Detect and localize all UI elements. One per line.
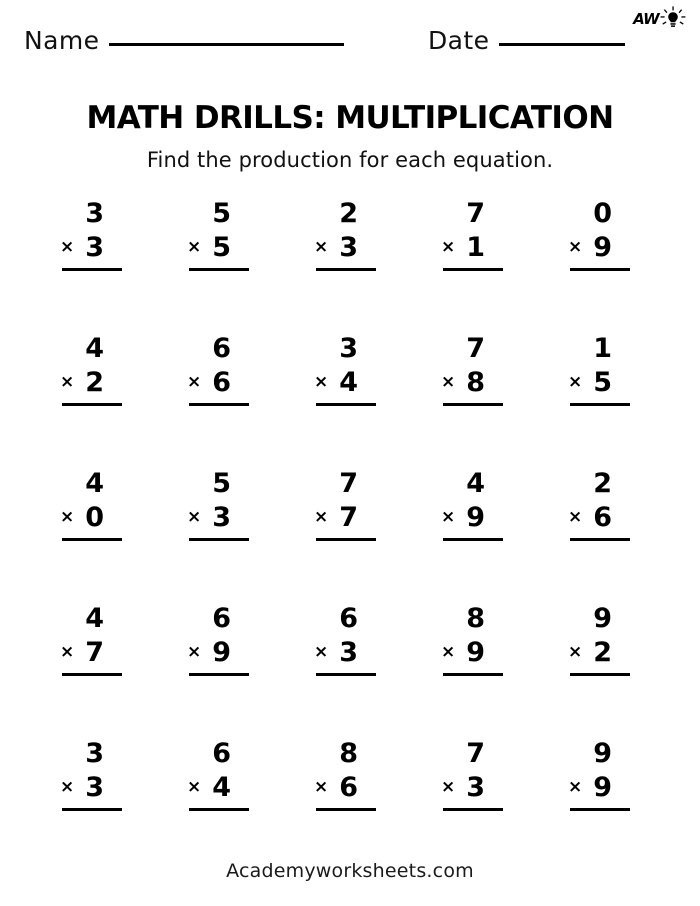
problem-row [0, 605, 700, 740]
answer-line[interactable] [570, 808, 630, 811]
multiply-icon: × [59, 642, 75, 662]
multiply-icon: × [440, 507, 456, 527]
operand-top: 4 [85, 333, 104, 364]
answer-line[interactable] [189, 268, 249, 271]
multiply-icon: × [567, 642, 583, 662]
answer-line[interactable] [443, 808, 503, 811]
operand-bottom: 3 [466, 772, 485, 803]
problem-row [0, 335, 700, 470]
answer-line[interactable] [443, 268, 503, 271]
operand-top: 7 [466, 198, 485, 229]
problem-cell[interactable] [556, 605, 683, 740]
problem-cell[interactable] [429, 470, 556, 605]
operand-top: 1 [593, 333, 612, 364]
problem-cell[interactable] [48, 335, 175, 470]
multiply-icon: × [440, 372, 456, 392]
problem-cell[interactable] [556, 335, 683, 470]
problem-cell[interactable] [48, 470, 175, 605]
multiply-icon: × [59, 372, 75, 392]
operand-bottom: 9 [593, 232, 612, 263]
multiply-icon: × [440, 237, 456, 257]
operand-bottom: 3 [85, 772, 104, 803]
operand-bottom: 8 [466, 367, 485, 398]
operand-bottom: 9 [466, 637, 485, 668]
problem-cell[interactable] [48, 605, 175, 740]
multiply-icon: × [313, 777, 329, 797]
operand-bottom: 3 [339, 637, 358, 668]
multiply-icon: × [440, 777, 456, 797]
operand-top: 8 [339, 738, 358, 769]
problem-row [0, 470, 700, 605]
operand-top: 4 [85, 603, 104, 634]
brand-logo-text: AW [633, 10, 659, 28]
multiply-icon: × [186, 372, 202, 392]
problem-row [0, 200, 700, 335]
problem-cell[interactable] [429, 200, 556, 335]
operand-top: 0 [593, 198, 612, 229]
answer-line[interactable] [570, 673, 630, 676]
answer-line[interactable] [570, 538, 630, 541]
operand-top: 5 [212, 198, 231, 229]
operand-bottom: 1 [466, 232, 485, 263]
multiply-icon: × [186, 777, 202, 797]
problem-cell[interactable] [48, 200, 175, 335]
problem-cell[interactable] [556, 200, 683, 335]
footer-credit: Academyworksheets.com [226, 860, 474, 882]
operand-bottom: 6 [339, 772, 358, 803]
operand-top: 6 [212, 738, 231, 769]
answer-line[interactable] [443, 403, 503, 406]
operand-top: 2 [339, 198, 358, 229]
answer-line[interactable] [189, 403, 249, 406]
name-write-in-line[interactable] [109, 43, 344, 46]
answer-line[interactable] [62, 268, 122, 271]
problem-cell[interactable] [302, 470, 429, 605]
worksheet-header [0, 26, 700, 74]
operand-top: 7 [339, 468, 358, 499]
answer-line[interactable] [189, 538, 249, 541]
operand-top: 9 [593, 738, 612, 769]
problem-cell[interactable] [302, 335, 429, 470]
problem-cell[interactable] [302, 740, 429, 875]
answer-line[interactable] [443, 538, 503, 541]
operand-top: 2 [593, 468, 612, 499]
operand-top: 6 [212, 333, 231, 364]
multiply-icon: × [313, 642, 329, 662]
operand-top: 6 [339, 603, 358, 634]
problem-cell[interactable] [302, 605, 429, 740]
problem-cell[interactable] [175, 605, 302, 740]
problem-grid [0, 200, 700, 875]
answer-line[interactable] [570, 403, 630, 406]
multiply-icon: × [567, 237, 583, 257]
multiply-icon: × [313, 372, 329, 392]
problem-cell[interactable] [175, 740, 302, 875]
answer-line[interactable] [62, 673, 122, 676]
operand-bottom: 3 [339, 232, 358, 263]
name-label: Name [24, 26, 100, 55]
operand-bottom: 6 [593, 502, 612, 533]
operand-top: 6 [212, 603, 231, 634]
problem-cell[interactable] [429, 335, 556, 470]
operand-bottom: 4 [212, 772, 231, 803]
operand-bottom: 0 [85, 502, 104, 533]
problem-cell[interactable] [175, 200, 302, 335]
problem-cell[interactable] [429, 605, 556, 740]
operand-top: 5 [212, 468, 231, 499]
multiply-icon: × [567, 372, 583, 392]
operand-bottom: 2 [593, 637, 612, 668]
multiply-icon: × [59, 777, 75, 797]
operand-top: 3 [339, 333, 358, 364]
answer-line[interactable] [316, 808, 376, 811]
lightbulb-icon [660, 6, 686, 32]
answer-line[interactable] [62, 403, 122, 406]
multiply-icon: × [186, 642, 202, 662]
operand-top: 3 [85, 198, 104, 229]
multiply-icon: × [567, 777, 583, 797]
multiply-icon: × [186, 507, 202, 527]
answer-line[interactable] [62, 538, 122, 541]
multiply-icon: × [59, 507, 75, 527]
operand-top: 7 [466, 333, 485, 364]
operand-top: 4 [85, 468, 104, 499]
problem-cell[interactable] [175, 470, 302, 605]
problem-row [0, 740, 700, 875]
operand-bottom: 3 [85, 232, 104, 263]
operand-top: 7 [466, 738, 485, 769]
problem-cell[interactable] [429, 740, 556, 875]
answer-line[interactable] [189, 808, 249, 811]
problem-cell[interactable] [48, 740, 175, 875]
answer-line[interactable] [316, 268, 376, 271]
operand-bottom: 5 [212, 232, 231, 263]
problem-cell[interactable] [302, 200, 429, 335]
answer-line[interactable] [62, 808, 122, 811]
name-field[interactable] [24, 26, 344, 55]
answer-line[interactable] [570, 268, 630, 271]
answer-line[interactable] [443, 673, 503, 676]
page-title: MATH DRILLS: MULTIPLICATION [86, 100, 614, 136]
multiply-icon: × [440, 642, 456, 662]
multiply-icon: × [567, 507, 583, 527]
problem-cell[interactable] [556, 470, 683, 605]
answer-line[interactable] [316, 538, 376, 541]
multiply-icon: × [186, 237, 202, 257]
answer-line[interactable] [189, 673, 249, 676]
multiply-icon: × [59, 237, 75, 257]
problem-cell[interactable] [556, 740, 683, 875]
operand-bottom: 6 [212, 367, 231, 398]
problem-cell[interactable] [175, 335, 302, 470]
operand-bottom: 9 [212, 637, 231, 668]
operand-bottom: 3 [212, 502, 231, 533]
operand-top: 3 [85, 738, 104, 769]
operand-bottom: 9 [466, 502, 485, 533]
operand-top: 8 [466, 603, 485, 634]
answer-line[interactable] [316, 673, 376, 676]
operand-bottom: 9 [593, 772, 612, 803]
operand-bottom: 2 [85, 367, 104, 398]
multiply-icon: × [313, 507, 329, 527]
operand-top: 4 [466, 468, 485, 499]
date-write-in-line[interactable] [499, 43, 625, 46]
operand-bottom: 4 [339, 367, 358, 398]
answer-line[interactable] [316, 403, 376, 406]
date-label: Date [428, 26, 490, 55]
operand-bottom: 7 [85, 637, 104, 668]
operand-bottom: 7 [339, 502, 358, 533]
brand-logo [633, 6, 686, 32]
date-field[interactable] [428, 26, 625, 55]
page-subtitle: Find the production for each equation. [146, 148, 554, 172]
operand-bottom: 5 [593, 367, 612, 398]
multiply-icon: × [313, 237, 329, 257]
operand-top: 9 [593, 603, 612, 634]
